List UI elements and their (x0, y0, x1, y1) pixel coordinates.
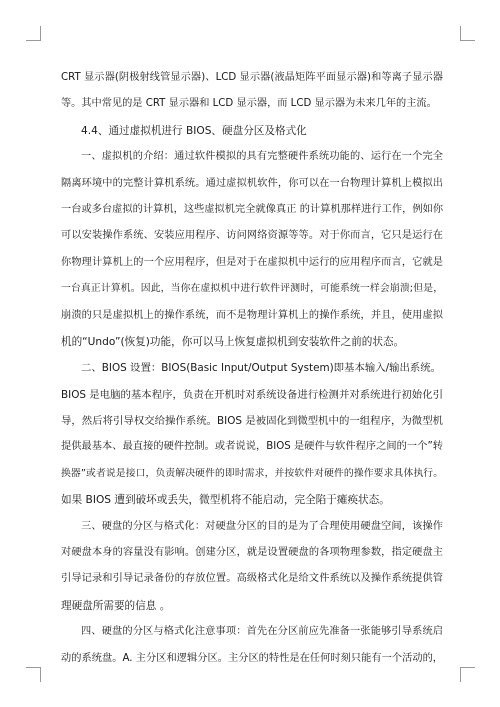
text-line: 4.4、通过虚拟机进行 BIOS、硬盘分区及格式化 (81, 124, 307, 137)
text-line: 一、虚拟机的介绍：通过软件模拟的具有完整硬件系统功能的、运行在一个完全 (81, 151, 443, 163)
text-line: 二、BIOS 设置：BIOS(Basic Input/Output System)即基本输入/输出系统。 (81, 362, 442, 375)
text-line: 四、硬盘的分区与格式化注意事项：首先在分区前应先准备一张能够引导系统启 (81, 626, 443, 638)
text-line: 三、硬盘的分区与格式化：对硬盘分区的目的是为了合理使用硬盘空间，该操作 (81, 520, 443, 532)
text-line: 一台或多台虚拟的计算机，这些虚拟机完全就像真正 的计算机那样进行工作，例如你 (61, 203, 443, 215)
text-line: 等。其中常见的是 CRT 显示器和 LCD 显示器，而 LCD 显示器为未来几年的主流。 (61, 98, 437, 110)
crop-mark-top-left (26, 26, 41, 41)
text-line: 如果 BIOS 遭到破坏或丢失，微型机将不能启动，完全陷于瘫痪状态。 (61, 494, 390, 507)
text-line: 引导记录和引导记录备份的存放位置。高级格式化是给文件系统以及操作系统提供管 (61, 573, 443, 585)
text-line: 可以安装操作系统、安装应用程序、访问网络资源等等。对于你而言，它只是运行在 (61, 230, 443, 242)
document-body (61, 65, 443, 672)
text-line: 隔离环境中的完整计算机系统。通过虚拟机软件，你可以在一台物理计算机上模拟出 (61, 177, 443, 189)
text-line: 动的系统盘。A. 主分区和逻辑分区。主分区的特性是在任何时刻只能有一个活动的， (61, 652, 443, 664)
crop-mark-bottom-left (26, 667, 41, 682)
text-line: 你物理计算机上的一个应用程序，但是对于在虚拟机中运行的应用程序而言，它就是 (61, 256, 443, 268)
crop-mark-bottom-right (460, 667, 475, 682)
crop-mark-top-right (460, 26, 475, 41)
text-line: 机的“Undo”(恢复)功能，你可以马上恢复虚拟机到安装软件之前的状态。 (61, 335, 405, 348)
text-line: CRT 显示器(阴极射线管显示器)、LCD 显示器(液晶矩阵平面显示器)和等离子显示器 (61, 72, 443, 83)
text-line: 导，然后将引导权交给操作系统。BIOS 是被固化到微型机中的一组程序，为微型机 (61, 415, 443, 428)
text-line: 崩溃的只是虚拟机上的操作系统，而不是物理计算机上的操作系统，并且，使用虚拟 (61, 309, 443, 321)
text-line: 理硬盘所需要的信息 。 (61, 599, 171, 612)
text-line: 一台真正计算机。因此，当你在虚拟机中进行软件评测时，可能系统一样会崩溃;但是， (61, 283, 443, 295)
text-line: 换器”或者说是接口，负责解决硬件的即时需求，并按软件对硬件的操作要求具体执行。 (61, 467, 443, 479)
text-line: 对硬盘本身的容量没有影响。创建分区，就是设置硬盘的各项物理参数，指定硬盘主 (61, 547, 443, 559)
text-line: BIOS 是电脑的基本程序，负责在开机时对系统设备进行检测并对系统进行初始化引 (61, 388, 443, 401)
text-line: 提供最基本、最直接的硬件控制。或者说说，BIOS 是硬件与软件程序之间的一个”转 (61, 441, 443, 453)
